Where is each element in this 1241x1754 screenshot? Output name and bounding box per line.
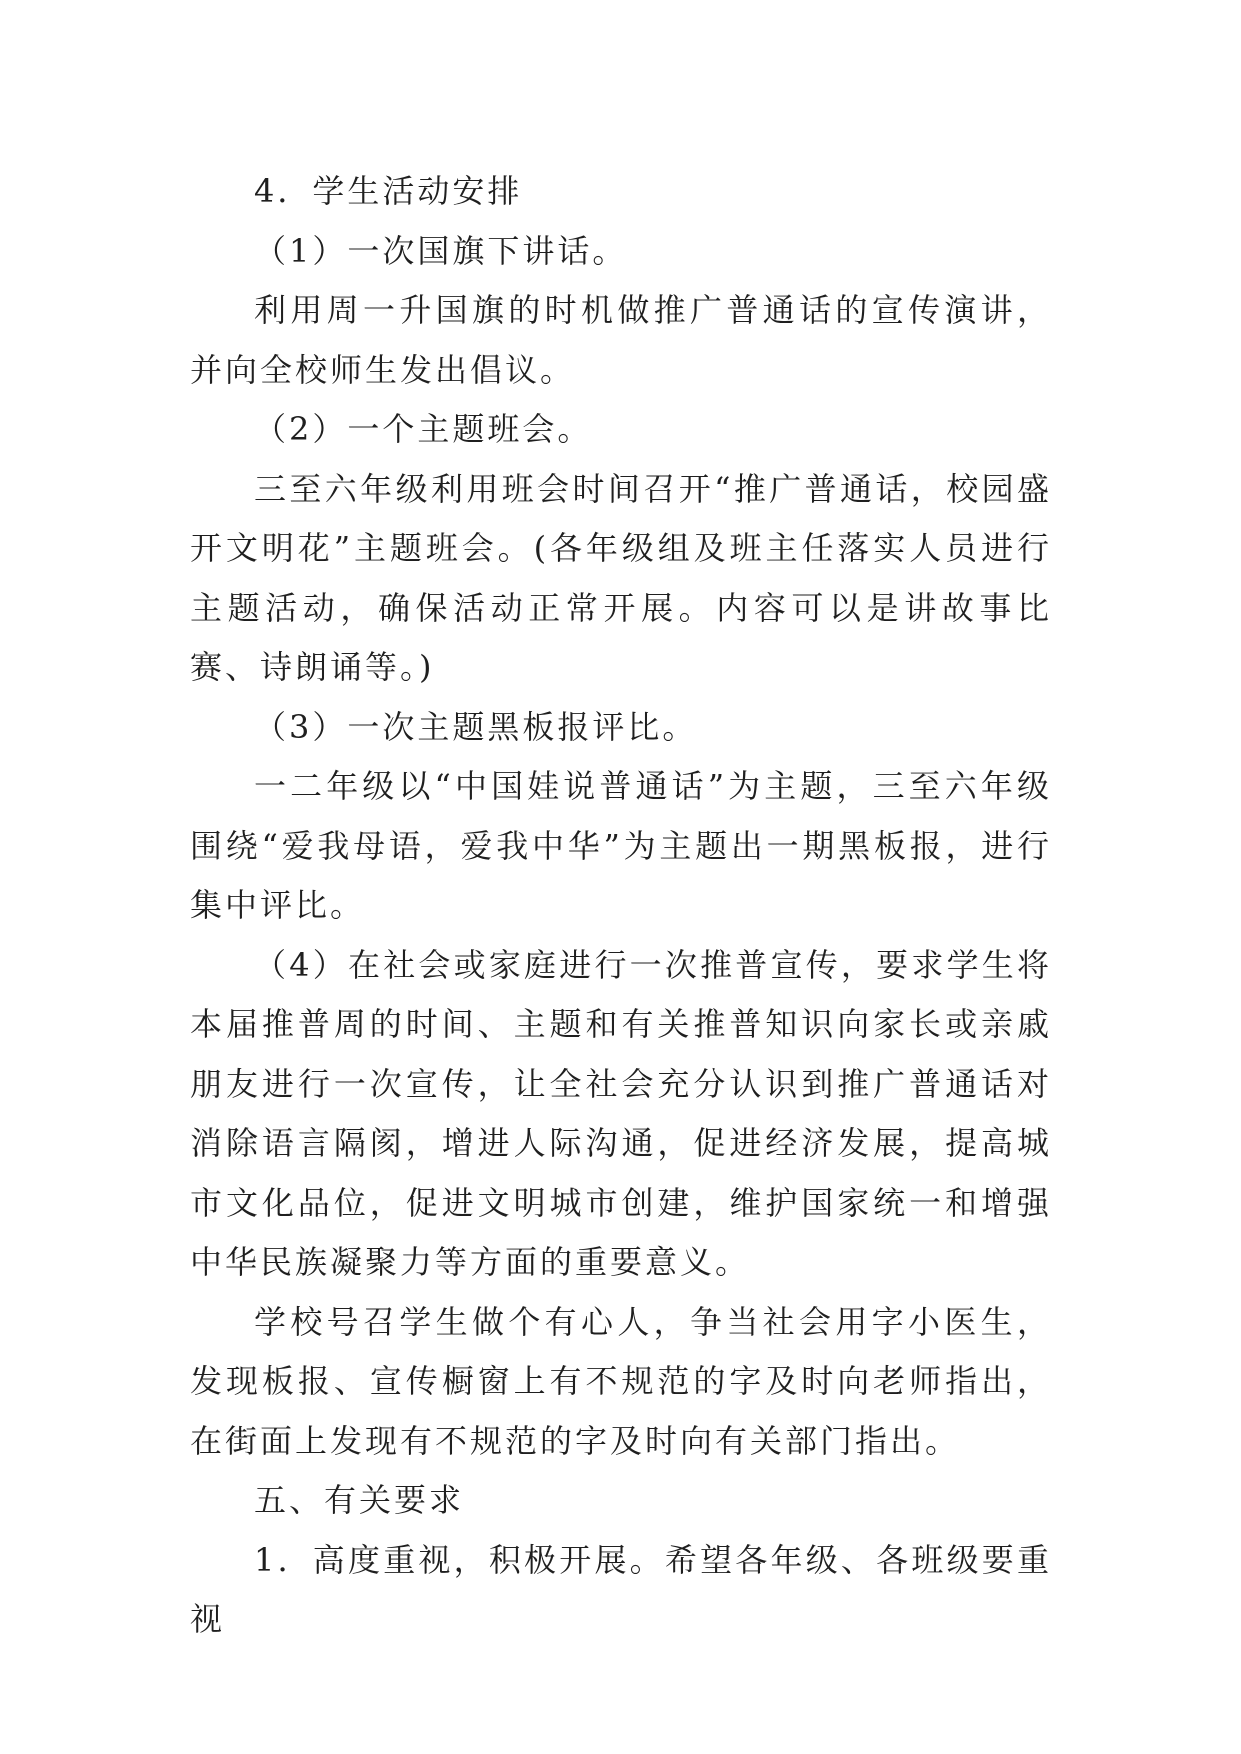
section-heading-student-activities: 4．学生活动安排 bbox=[254, 172, 523, 210]
paragraph-requirement-1: 1．高度重视，积极开展。希望各年级、各班级要重视 bbox=[190, 1540, 1052, 1638]
section-heading-requirements: 五、有关要求 bbox=[254, 1481, 465, 1519]
paragraph-character-doctor: 学校号召学生做个有心人，争当社会用字小医生，发现板报、宣传橱窗上有不规范的字及时向老师指出，在街面上发现有不规范的字及时向有关部门指出。 bbox=[190, 1302, 1052, 1460]
item-heading-blackboard: （3）一次主题黑板报评比。 bbox=[254, 707, 698, 746]
paragraph-community-promotion: （4）在社会或家庭进行一次推普宣传，要求学生将本届推普周的时间、主题和有关推普知识向家长或亲戚朋友进行一次宣传，让全社会充分认识到推广普通话对消除语言隔阂，增进人际沟通，促进经济发展，提高城市文化品位，促进文明城市创建，维护国家统一和增强中华民族凝聚力等方面的重要意义。 bbox=[190, 945, 1052, 1281]
item-heading-flag-speech: （1）一次国旗下讲话。 bbox=[254, 231, 628, 270]
paragraph-class-meeting: 三至六年级利用班会时间召开“推广普通话，校园盛开文明花”主题班会。(各年级组及班主任落实人员进行主题活动，确保活动正常开展。内容可以是讲故事比赛、诗朗诵等。) bbox=[190, 469, 1052, 686]
document-body bbox=[190, 162, 1052, 1650]
paragraph-blackboard: 一二年级以“中国娃说普通话”为主题，三至六年级围绕“爱我母语，爱我中华”为主题出一期黑板报，进行集中评比。 bbox=[190, 767, 1052, 924]
item-heading-class-meeting: （2）一个主题班会。 bbox=[254, 410, 593, 448]
paragraph-flag-speech: 利用周一升国旗的时机做推广普通话的宣传演讲，并向全校师生发出倡议。 bbox=[190, 291, 1052, 389]
